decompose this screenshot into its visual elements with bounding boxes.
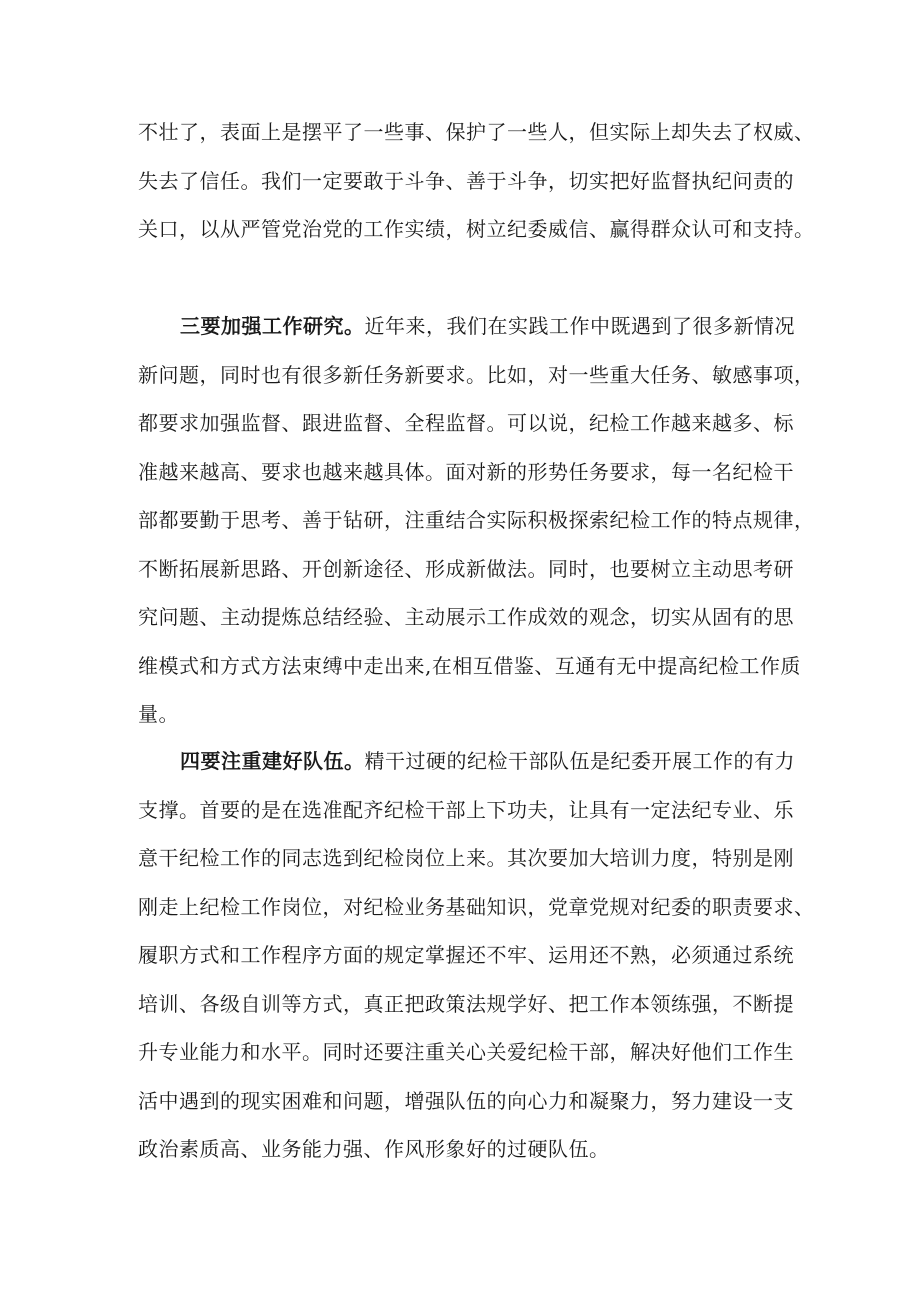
text-line: 刚走上纪检工作岗位，对纪检业务基础知识，党章党规对纪委的职责要求、 xyxy=(138,894,815,919)
text-line: 维模式和方式方法束缚中走出来,在相互借鉴、互通有无中提高纪检工作质 xyxy=(138,653,801,678)
text-line: 究问题、主动提炼总结经验、主动展示工作成效的观念，切实从固有的思 xyxy=(138,605,794,629)
text-line: 量。 xyxy=(138,702,179,726)
paragraph-1 xyxy=(138,108,815,254)
paragraph-2 xyxy=(138,302,815,739)
text-line: 支撑。首要的是在选准配齐纪检干部上下功夫，让具有一定法纪专业、乐 xyxy=(138,797,794,822)
text-line: 新问题，同时也有很多新任务新要求。比如，对一些重大任务、敏感事项， xyxy=(138,362,815,387)
text-line: 意干纪检工作的同志选到纪检岗位上来。其次要加大培训力度，特别是刚 xyxy=(138,846,794,870)
text-line: 培训、各级自训等方式，真正把政策法规学好、把工作本领练强，不断提 xyxy=(138,991,794,1016)
text-line: 准越来越高、要求也越来越具体。面对新的形势任务要求，每一名纪检干 xyxy=(138,459,794,484)
text-line: 部都要勤于思考、善于钻研，注重结合实际积极探索纪检工作的特点规律， xyxy=(138,508,815,532)
text-line: 政治素质高、业务能力强、作风形象好的过硬队伍。 xyxy=(138,1137,610,1161)
text-line-first xyxy=(138,302,795,351)
text-line: 升专业能力和水平。同时还要注重关心关爱纪检干部，解决好他们工作生 xyxy=(138,1040,794,1064)
paragraph-3 xyxy=(138,737,815,1174)
text-line: 都要求加强监督、跟进监督、全程监督。可以说，纪检工作越来越多、标 xyxy=(138,411,794,435)
paragraph-heading: 四要注重建好队伍。 xyxy=(180,749,365,773)
paragraph-heading: 三要加强工作研究。 xyxy=(180,314,365,338)
text-line: 失去了信任。我们一定要敢于斗争、善于斗争，切实把好监督执纪问责的 xyxy=(138,168,794,193)
text-line-first xyxy=(138,737,795,786)
text-line-rest: 精干过硬的纪检干部队伍是纪委开展工作的有力 xyxy=(364,749,795,773)
text-line: 不断拓展新思路、开创新途径、形成新做法。同时，也要树立主动思考研 xyxy=(138,556,794,581)
text-line: 不壮了，表面上是摆平了一些事、保护了一些人，但实际上却失去了权威、 xyxy=(138,120,815,144)
text-line: 履职方式和工作程序方面的规定掌握还不牢、运用还不熟，必须通过系统 xyxy=(138,943,794,967)
text-line: 关口，以从严管党治党的工作实绩，树立纪委威信、赢得群众认可和支持。 xyxy=(138,217,815,241)
text-line: 活中遇到的现实困难和问题，增强队伍的向心力和凝聚力，努力建设一支 xyxy=(138,1088,794,1113)
text-line-rest: 近年来，我们在实践工作中既遇到了很多新情况 xyxy=(364,314,795,338)
